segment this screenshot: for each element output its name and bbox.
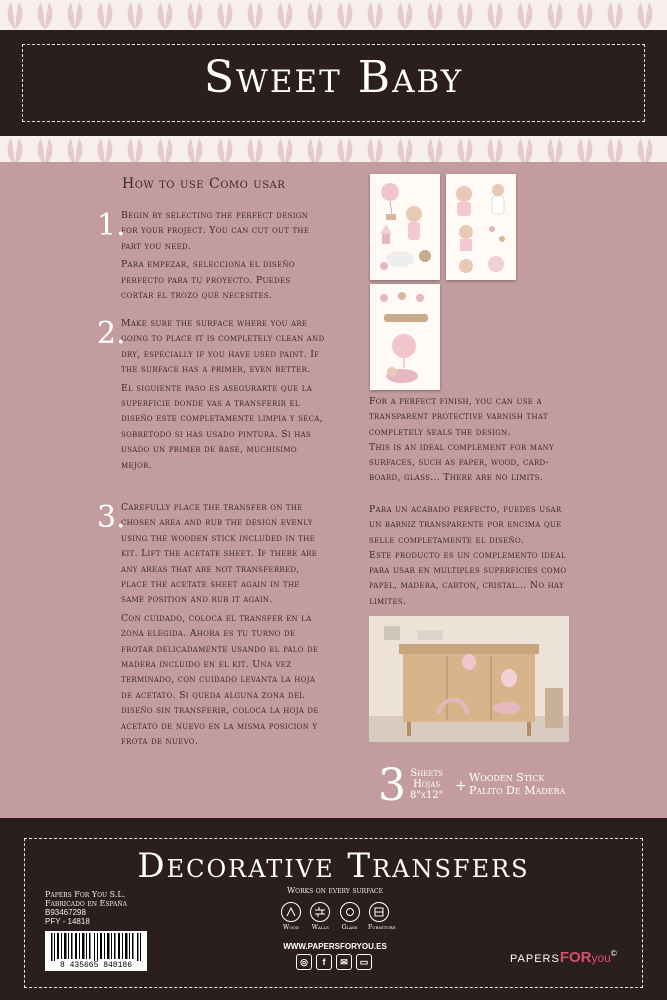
step-3 <box>97 500 325 753</box>
step-text-es: El siguiente paso es asegurarte que la superficie donde vas a transferir el diseño este completamente limpia y seca, sobretodo si has usado pintura. Si has usado un primer de base, muchisimo mejor. <box>121 382 323 471</box>
stick-label-es: Palito De Madera <box>469 784 566 797</box>
brand-papers: PAPERS <box>510 953 560 965</box>
product-code: PFY - 14818 <box>45 917 90 926</box>
barcode <box>45 931 147 971</box>
header-band <box>0 30 667 136</box>
middle-leaf-pattern <box>0 136 667 162</box>
chat-icon[interactable]: ▭ <box>356 954 372 970</box>
finish-es-paragraph-2: Este producto es un complemento ideal para usar en multiples superficies como papel, madera, carton, cristal... No hay limites. <box>369 549 567 607</box>
wooden-stick-label <box>469 771 565 797</box>
surface-label: Furniture <box>367 924 396 931</box>
social-icons <box>296 954 372 970</box>
sheets-label <box>410 768 443 801</box>
surface-label: Walls <box>311 924 329 931</box>
step-1 <box>97 208 325 306</box>
footer-title: Decorative Transfers <box>137 846 530 886</box>
main-panel <box>0 162 667 818</box>
surface-glass <box>339 902 361 931</box>
furniture-photo <box>369 616 569 742</box>
step-text-es: Con cuidado, coloca el transfer en la zona elegida. Ahora es tu turno de frotar delicadamente usando el palo de madera incluido en el kit. Una vez terminado, con cuidado levanta la hoja de acetato. Si queda alguna zona del diseño sin transferir, coloca la hoja de acetato de nuevo en la misma posicion y frota de nuevo. <box>121 612 319 748</box>
company-code: B93467298 <box>45 908 86 917</box>
finish-es-paragraph-1: Para un acabado perfecto, puedes usar un barniz transparente por encima que selle completamente el diseño. <box>369 504 562 546</box>
step-text-es: Para empezar, selecciona el diseño perfecto para tu proyecto. Puedes cortar el trozo que necesites. <box>121 259 295 302</box>
website-url[interactable]: WWW.PAPERSFORYOU.ES <box>283 942 387 951</box>
sheets-count: 3 <box>378 760 406 811</box>
glass-icon <box>340 902 360 922</box>
wood-icon <box>281 902 301 922</box>
surface-wood <box>280 902 302 931</box>
finish-en-paragraph-1: For a perfect finish, you can use a transparent protective varnish that completely seals the design. <box>369 396 548 438</box>
step-number: 3. <box>97 500 126 535</box>
sheet-thumbnail-1 <box>370 174 440 280</box>
company-info <box>45 890 127 926</box>
plus-sign: + <box>455 778 467 794</box>
sheets-label-es: Hojas <box>413 779 441 790</box>
step-text-en: Begin by selecting the perfect design for your project. You can cut out the part you need. <box>121 210 310 252</box>
facebook-icon[interactable]: f <box>316 954 332 970</box>
surface-icons <box>280 902 396 931</box>
brand-for: FOR <box>559 949 592 966</box>
top-leaf-pattern <box>0 0 667 30</box>
step-text-en: Make sure the surface where you are going to place it is completely clean and dry, especially if you have used paint. If the surface has a primer, even better. <box>121 318 325 376</box>
sheets-label-en: Sheets <box>410 768 443 779</box>
product-title: Sweet Baby <box>203 52 464 103</box>
sheet-thumbnail-3 <box>370 284 440 390</box>
footer-band <box>0 818 667 1000</box>
walls-icon <box>310 902 330 922</box>
instagram-icon[interactable]: ◎ <box>296 954 312 970</box>
step-number: 2. <box>97 316 126 351</box>
works-on-heading: Works on every surface <box>286 886 384 895</box>
barcode-number: 8 435665 848186 <box>59 961 132 970</box>
step-2 <box>97 316 325 476</box>
barcode-bars-icon <box>45 933 147 963</box>
finish-text-en <box>369 394 575 486</box>
step-number: 1. <box>97 208 126 243</box>
furniture-icon <box>369 902 389 922</box>
company-name: Papers For You S.L. <box>45 890 126 899</box>
stick-label-en: Wooden Stick <box>469 771 545 784</box>
made-in: Fabricado en España <box>45 899 127 908</box>
step-text-en: Carefully place the transfer on the chosen area and rub the design evenly using the wooden stick included in the kit. Lift the acetate sheet. If there are any areas that are not transferred, place the acetate sheet again in the same position and rub it again. <box>121 502 318 606</box>
surface-label: Wood <box>283 924 299 931</box>
surface-label: Glass <box>341 924 358 931</box>
how-to-use-heading: How to use Como usar <box>122 176 286 192</box>
finish-en-paragraph-2: This is an ideal complement for many surfaces, such as paper, wood, card-board, glass... There are no limits. <box>369 441 554 484</box>
surface-walls <box>309 902 331 931</box>
surface-furniture <box>367 902 396 931</box>
email-icon[interactable]: ✉ <box>336 954 352 970</box>
brand-logo <box>510 949 617 967</box>
brand-you: you <box>591 951 611 965</box>
finish-text-es <box>369 502 575 609</box>
sheet-thumbnail-2 <box>446 174 516 280</box>
sheets-size: 8"x12" <box>410 790 444 801</box>
brand-registered: © <box>610 949 617 958</box>
